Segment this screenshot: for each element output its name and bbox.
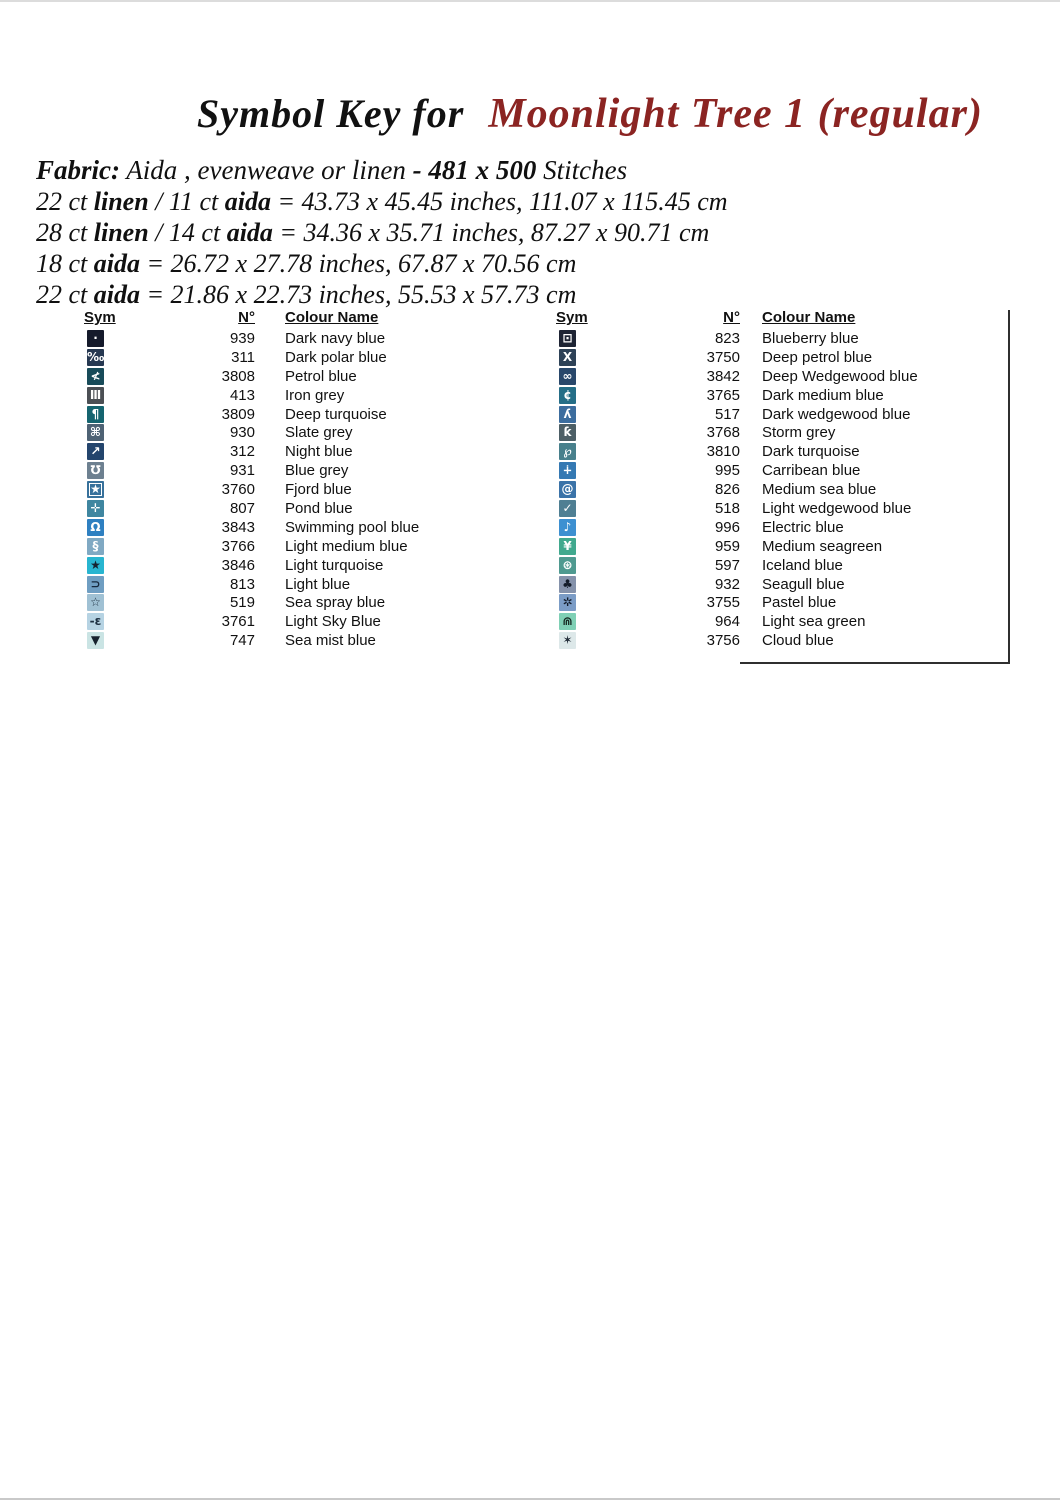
fabric-text-segment: - 481 x 500 [412, 155, 537, 185]
dmc-number: 3768 [706, 424, 740, 442]
colour-name: Pond blue [285, 499, 353, 517]
stitch-symbol-icon: ʎ [559, 406, 576, 423]
fabric-line [36, 248, 728, 279]
colour-name: Deep Wedgewood blue [762, 367, 918, 385]
stitch-symbol-icon: ⊃ [87, 576, 104, 593]
color-row [84, 631, 539, 650]
symbol-cell [84, 387, 110, 404]
fabric-info [36, 155, 728, 310]
colour-name: Light sea green [762, 613, 866, 631]
fabric-text-segment: aida [226, 218, 273, 247]
fabric-text-segment: aida [93, 280, 140, 309]
symbol-cell [84, 500, 110, 517]
colour-name: Electric blue [762, 518, 844, 536]
fabric-text-segment: Aida , evenweave or linen [120, 155, 413, 185]
stitch-symbol-icon: -ɛ [87, 613, 104, 630]
fabric-line [36, 155, 728, 186]
symbol-cell [84, 519, 110, 536]
colour-name: Pastel blue [762, 594, 837, 612]
symbol-cell [556, 632, 582, 649]
color-row [84, 612, 539, 631]
table-frame-border [740, 310, 1010, 664]
stitch-symbol-icon: ✛ [87, 500, 104, 517]
stitch-symbol-icon: ℧ [87, 462, 104, 479]
fabric-line [36, 186, 728, 217]
fabric-text-segment: linen [93, 218, 149, 247]
color-row [84, 348, 539, 367]
dmc-number: 3755 [706, 594, 740, 612]
colour-name: Sea mist blue [285, 632, 376, 650]
table-header-row [84, 309, 539, 329]
dmc-number: 3842 [706, 367, 740, 385]
key-table-left [84, 309, 539, 650]
dmc-number: 823 [714, 329, 740, 347]
dmc-number: 959 [714, 537, 740, 555]
fabric-text-segment: Stitches [536, 155, 628, 185]
scan-edge-top [0, 0, 1060, 2]
stitch-symbol-icon: ⊡ [559, 330, 576, 347]
fabric-text-segment: = 26.72 x 27.78 inches, 67.87 x 70.56 cm [140, 249, 577, 278]
column-header-colour-name: Colour Name [285, 309, 379, 326]
colour-name: Light wedgewood blue [762, 499, 912, 517]
dmc-number: 747 [229, 632, 255, 650]
fabric-line [36, 217, 728, 248]
color-row [84, 367, 539, 386]
symbol-cell [556, 368, 582, 385]
colour-name: Night blue [285, 443, 353, 461]
colour-name: Dark polar blue [285, 348, 387, 366]
dmc-number: 311 [231, 348, 255, 366]
stitch-symbol-icon: ≮ [87, 368, 104, 385]
symbol-cell [556, 538, 582, 555]
stitch-symbol-icon: Ω [87, 519, 104, 536]
fabric-text-segment: Fabric: [36, 155, 120, 185]
color-row [84, 442, 539, 461]
symbol-cell [84, 632, 110, 649]
colour-name: Storm grey [762, 424, 836, 442]
dmc-number: 3765 [706, 386, 740, 404]
stitch-symbol-icon: X [559, 349, 576, 366]
dmc-number: 413 [229, 386, 255, 404]
stitch-symbol-icon: ★ [87, 481, 104, 498]
color-row [84, 537, 539, 556]
dmc-number: 807 [229, 499, 255, 517]
colour-name: Swimming pool blue [285, 518, 420, 536]
symbol-cell [84, 613, 110, 630]
color-row [84, 575, 539, 594]
dmc-number: 519 [229, 594, 255, 612]
symbol-cell [84, 481, 110, 498]
colour-name: Blue grey [285, 462, 349, 480]
dmc-number: 3756 [706, 632, 740, 650]
column-header-number: N° [238, 309, 255, 326]
stitch-symbol-icon: ℘ [559, 443, 576, 460]
fabric-text-segment: = 21.86 x 22.73 inches, 55.53 x 57.73 cm [140, 280, 577, 309]
stitch-symbol-icon: ⋒ [559, 613, 576, 630]
colour-name: Dark wedgewood blue [762, 405, 911, 423]
symbol-cell [84, 330, 110, 347]
color-row [84, 405, 539, 424]
fabric-text-segment: aida [93, 249, 140, 278]
stitch-symbol-icon: ¶ [87, 406, 104, 423]
column-header-sym: Sym [556, 309, 588, 326]
dmc-number: 995 [714, 462, 740, 480]
dmc-number: 3760 [221, 481, 255, 499]
dmc-number: 3843 [221, 518, 255, 536]
dmc-number: 996 [714, 518, 740, 536]
symbol-cell [556, 500, 582, 517]
fabric-text-segment: 18 ct [36, 249, 94, 278]
colour-name: Petrol blue [285, 367, 357, 385]
fabric-text-segment: 22 ct [36, 187, 94, 216]
symbol-cell [84, 538, 110, 555]
symbol-cell [84, 594, 110, 611]
stitch-symbol-icon: ⊛ [559, 557, 576, 574]
symbol-cell [556, 330, 582, 347]
column-header-number: N° [723, 309, 740, 326]
colour-name: Light Sky Blue [285, 613, 381, 631]
colour-name: Light medium blue [285, 537, 408, 555]
title-pattern-name: Moonlight Tree 1 (regular) [488, 91, 983, 137]
color-row [84, 499, 539, 518]
symbol-cell [84, 406, 110, 423]
colour-name: Dark medium blue [762, 386, 884, 404]
symbol-cell [556, 613, 582, 630]
color-row [84, 480, 539, 499]
stitch-symbol-icon: ♣ [559, 576, 576, 593]
fabric-text-segment: aida [224, 187, 271, 216]
dmc-number: 939 [229, 329, 255, 347]
dmc-number: 518 [714, 499, 740, 517]
stitch-symbol-icon: ✓ [559, 500, 576, 517]
colour-name: Slate grey [285, 424, 353, 442]
column-header-sym: Sym [84, 309, 116, 326]
colour-name: Deep turquoise [285, 405, 387, 423]
colour-name: Iceland blue [762, 556, 843, 574]
colour-name: Dark navy blue [285, 329, 386, 347]
stitch-symbol-icon: @ [559, 481, 576, 498]
dmc-number: 813 [229, 575, 255, 593]
symbol-cell [84, 424, 110, 441]
colour-name: Medium sea blue [762, 481, 877, 499]
symbol-cell [556, 443, 582, 460]
dmc-number: 930 [229, 424, 255, 442]
stitch-symbol-icon: ∞ [559, 368, 576, 385]
color-row [84, 556, 539, 575]
dmc-number: 3846 [221, 556, 255, 574]
stitch-symbol-icon: ✶ [559, 632, 576, 649]
colour-name: Seagull blue [762, 575, 845, 593]
color-row [84, 423, 539, 442]
symbol-cell [84, 443, 110, 460]
colour-name: Sea spray blue [285, 594, 386, 612]
color-row [84, 386, 539, 405]
stitch-symbol-icon: ƙ [559, 424, 576, 441]
stitch-symbol-icon: ↗ [87, 443, 104, 460]
color-row [84, 329, 539, 348]
dmc-number: 3761 [221, 613, 255, 631]
fabric-text-segment: = 43.73 x 45.45 inches, 111.07 x 115.45 cm [270, 187, 728, 216]
stitch-symbol-icon: ‰ [87, 349, 105, 364]
symbol-cell [556, 462, 582, 479]
stitch-symbol-icon: ✲ [559, 594, 576, 611]
symbol-cell [556, 349, 582, 366]
colour-name: Deep petrol blue [762, 348, 873, 366]
dmc-number: 3810 [706, 443, 740, 461]
colour-name: Light blue [285, 575, 351, 593]
colour-name: Cloud blue [762, 632, 834, 650]
dmc-number: 517 [714, 405, 740, 423]
symbol-cell [556, 594, 582, 611]
stitch-symbol-icon: ¢ [559, 387, 576, 404]
colour-name: Iron grey [285, 386, 345, 404]
stitch-symbol-icon: § [87, 538, 104, 555]
title-prefix: Symbol Key for [197, 91, 465, 136]
symbol-cell [556, 576, 582, 593]
symbol-cell [556, 387, 582, 404]
symbol-cell [84, 462, 110, 479]
stitch-symbol-icon: ¥ [559, 538, 576, 555]
dmc-number: 3808 [221, 367, 255, 385]
dmc-number: 932 [714, 575, 740, 593]
color-row [84, 518, 539, 537]
dmc-number: 931 [229, 462, 255, 480]
symbol-cell [556, 519, 582, 536]
symbol-cell [556, 557, 582, 574]
dmc-number: 3809 [221, 405, 255, 423]
symbol-cell [84, 368, 110, 385]
colour-name: Blueberry blue [762, 329, 859, 347]
colour-name: Dark turquoise [762, 443, 860, 461]
colour-name: Light turquoise [285, 556, 384, 574]
fabric-text-segment: linen [93, 187, 149, 216]
stitch-symbol-icon: ▼ [87, 632, 104, 649]
symbol-cell [556, 481, 582, 498]
color-row [84, 593, 539, 612]
fabric-text-segment: 22 ct [36, 280, 94, 309]
symbol-cell [556, 406, 582, 423]
fabric-text-segment: 28 ct [36, 218, 94, 247]
colour-name: Fjord blue [285, 481, 352, 499]
dmc-number: 312 [229, 443, 255, 461]
symbol-cell [556, 424, 582, 441]
stitch-symbol-icon: ⌘ [87, 424, 104, 441]
fabric-text-segment: = 34.36 x 35.71 inches, 87.27 x 90.71 cm [272, 218, 710, 247]
colour-name: Medium seagreen [762, 537, 883, 555]
stitch-symbol-icon: Ⅲ [87, 387, 104, 404]
page-title [197, 90, 983, 138]
fabric-text-segment: / 14 ct [148, 218, 227, 247]
color-row [84, 461, 539, 480]
column-header-colour-name: Colour Name [762, 309, 856, 326]
symbol-cell [84, 349, 110, 366]
fabric-text-segment: / 11 ct [148, 187, 225, 216]
dmc-number: 964 [714, 613, 740, 631]
dmc-number: 3750 [706, 348, 740, 366]
dmc-number: 3766 [221, 537, 255, 555]
symbol-cell [84, 576, 110, 593]
stitch-symbol-icon: ★ [87, 557, 104, 574]
colour-name: Carribean blue [762, 462, 861, 480]
stitch-symbol-icon: · [87, 330, 104, 347]
stitch-symbol-icon: ♪ [559, 519, 576, 536]
fabric-line [36, 279, 728, 310]
dmc-number: 597 [714, 556, 740, 574]
symbol-cell [84, 557, 110, 574]
stitch-symbol-icon: ∔ [559, 462, 576, 479]
dmc-number: 826 [714, 481, 740, 499]
stitch-symbol-icon: ☆ [87, 594, 104, 611]
